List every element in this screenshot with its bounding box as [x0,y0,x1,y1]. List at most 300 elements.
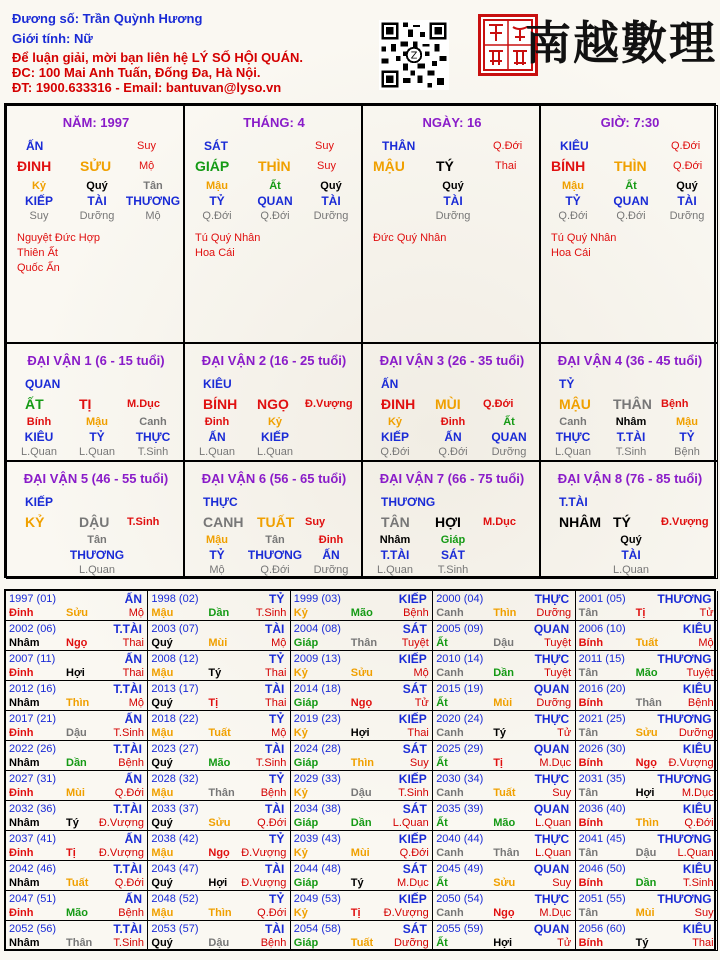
luck-hidden-god: KIÊU [24,430,54,444]
luck-chi: TÝ [613,514,631,530]
year-cell[interactable] [148,861,290,891]
year-star: ẤN [124,652,142,666]
hidden-state: Q.Đới [616,210,646,222]
year-label: 2021 (25) [578,713,626,725]
year-chi: Dậu [208,937,230,949]
year-state: Mộ [698,637,714,649]
year-chi: Hợi [635,787,655,799]
luck-hidden-can: Ất [503,416,515,428]
year-chi: Sửu [493,877,516,889]
year-star: SÁT [402,802,427,816]
year-cell[interactable] [6,681,148,711]
year-cell[interactable] [6,891,148,921]
pillar-star-state: Suy [315,140,334,152]
year-star: THƯƠNG [657,892,712,906]
year-chi: Tuất [66,877,89,889]
year-state: Thai [264,667,287,679]
year-state: T.Sinh [255,757,287,769]
year-chi: Thìn [493,607,517,619]
year-label: 2048 (52) [151,893,199,905]
year-chi: Thìn [66,697,90,709]
year-cell[interactable] [576,801,718,831]
year-state: Q.Đới [684,817,714,829]
year-label: 2046 (50) [578,863,626,875]
qr-code-icon[interactable] [379,20,449,90]
year-cell[interactable] [148,741,290,771]
year-state: Q.Đới [114,877,144,889]
year-state: Suy [694,907,714,919]
year-star: KIÊU [682,862,712,876]
hidden-state: Q.Đới [202,210,232,222]
year-can: Canh [436,727,464,739]
year-state: Q.Đới [399,847,429,859]
luck-star: THƯƠNG [381,495,436,509]
year-cell[interactable] [576,651,718,681]
pillar-chi-state: Q.Đới [673,160,703,172]
year-label: 2019 (23) [293,713,341,725]
pillar-chi: SỬU [80,158,112,174]
luck-hidden-can: Canh [139,416,167,428]
year-star: TÀI [265,922,285,936]
hidden-can: Mậu [562,180,584,192]
year-cell[interactable] [291,741,433,771]
year-chi: Mùi [208,637,228,649]
year-label: 2018 (22) [151,713,199,725]
star-note: Hoa Cái [551,247,591,259]
pillar-cell [184,105,362,343]
luck-star: TỶ [559,377,575,391]
year-state: Thai [407,727,429,739]
year-label: 2023 (27) [151,743,199,755]
luck-hidden-god: ẤN [208,430,226,444]
year-cell[interactable] [6,831,148,861]
year-star: TỶ [269,772,285,786]
year-cell[interactable] [291,591,433,621]
year-chi: Thân [208,787,235,799]
year-can: Mậu [151,787,174,799]
year-cell[interactable] [291,621,433,651]
year-label: 2032 (36) [9,803,57,815]
year-label: 2016 (20) [578,683,626,695]
year-label: 2011 (15) [578,653,625,665]
year-star: T.TÀI [113,682,142,696]
year-state: Bệnh [118,757,144,769]
year-can: Canh [436,847,464,859]
year-state: Đ.Vượng [668,757,714,769]
annual-luck-table [4,589,716,951]
year-chi: Mão [208,757,231,769]
luck-hidden-state: T.Sinh [437,564,469,576]
year-cell[interactable] [576,771,718,801]
year-label: 2038 (42) [151,833,199,845]
year-label: 2010 (14) [436,653,484,665]
year-cell[interactable] [576,741,718,771]
year-star: THỰC [534,832,570,846]
pillar-can: ĐINH [17,158,52,174]
year-cell[interactable] [433,921,575,951]
year-star: ẤN [124,892,142,906]
year-state: M.Dục [397,877,429,889]
year-can: Kỷ [293,607,308,619]
year-can: Canh [436,787,464,799]
year-star: THƯƠNG [657,712,712,726]
year-state: Tuyệt [401,637,429,649]
hidden-state: Q.Đới [260,210,290,222]
year-cell[interactable] [576,621,718,651]
year-chi: Thìn [208,907,232,919]
hidden-can: Quý [676,180,698,192]
year-cell[interactable] [433,681,575,711]
luck-hidden-god: T.TÀI [380,548,410,562]
client-name: Đương số: Trần Quỳnh Hương [12,11,203,26]
year-chi: Tị [208,697,219,709]
year-cell[interactable] [433,771,575,801]
year-label: 2013 (17) [151,683,199,695]
year-can: Nhâm [9,757,40,769]
year-cell[interactable] [576,591,718,621]
luck-chi-state: M.Dục [483,516,516,528]
year-state: T.Sinh [255,607,287,619]
year-can: Đinh [9,607,34,619]
year-star: T.TÀI [113,922,142,936]
luck-can: MẬU [559,396,591,412]
year-cell[interactable] [291,831,433,861]
pillar-chi-state: Mộ [139,160,155,172]
year-label: 2006 (10) [578,623,626,635]
luck-chi: THÂN [613,396,652,412]
year-chi: Dần [66,757,87,769]
year-cell[interactable] [148,681,290,711]
year-state: Đ.Vượng [241,877,287,889]
luck-pillar-cell [184,343,362,461]
year-star: ẤN [124,712,142,726]
year-star: THỰC [534,892,570,906]
year-label: 2028 (32) [151,773,199,785]
year-can: Bính [578,937,604,949]
pillar-can: GIÁP [195,158,230,174]
year-star: SÁT [402,922,427,936]
year-can: Đinh [9,667,34,679]
year-cell[interactable] [576,861,718,891]
year-star: KIẾP [398,772,427,786]
luck-hidden-can: Kỷ [267,416,283,428]
year-chi: Sửu [635,727,658,739]
year-state: Dưỡng [394,937,429,949]
luck-hidden-can: Nhâm [615,416,647,428]
year-chi: Hợi [208,877,228,889]
year-can: Mậu [151,907,174,919]
year-can: Giáp [293,817,319,829]
year-cell[interactable] [148,621,290,651]
year-cell[interactable] [148,831,290,861]
luck-hidden-state: Q.Đới [380,446,410,458]
luck-hidden-god: ẤN [322,548,340,562]
year-can: Giáp [293,697,319,709]
year-star: THƯƠNG [657,832,712,846]
luck-hidden-god: TỶ [679,430,695,444]
star-note: Đức Quý Nhân [373,232,447,244]
year-label: 2000 (04) [436,593,484,605]
luck-hidden-state: Mộ [209,564,225,576]
year-can: Bính [578,757,604,769]
year-label: 1998 (02) [151,593,199,605]
year-can: Mậu [151,667,174,679]
year-cell[interactable] [291,861,433,891]
year-cell[interactable] [6,861,148,891]
address-line: ĐC: 100 Mai Anh Tuấn, Đống Đa, Hà Nội. [12,65,261,80]
year-can: Kỷ [293,847,308,859]
hidden-god: KIẾP [24,194,53,208]
year-state: Dưỡng [536,697,572,709]
year-cell[interactable] [576,681,718,711]
year-label: 2005 (09) [436,623,484,635]
year-cell[interactable] [148,801,290,831]
year-star: TỶ [269,592,285,606]
year-cell[interactable] [148,771,290,801]
year-cell[interactable] [576,711,718,741]
hidden-can: Ất [269,180,281,192]
year-label: 2041 (45) [578,833,626,845]
year-can: Bính [578,637,604,649]
pillar-cell [6,105,184,343]
year-star: TÀI [265,862,285,876]
year-cell[interactable] [291,681,433,711]
hidden-can: Quý [442,180,464,192]
year-cell[interactable] [433,891,575,921]
year-can: Quý [151,877,173,889]
year-state: Tử [414,697,429,709]
luck-hidden-state: L.Quan [376,564,414,576]
luck-star: T.TÀI [559,495,588,509]
year-chi: Dậu [493,637,514,649]
luck-hidden-can: Quý [620,534,642,546]
year-can: Ất [436,817,448,829]
pillar-star-state: Q.Đới [493,140,523,152]
year-can: Mậu [151,607,174,619]
year-star: KIẾP [398,892,427,906]
year-state: Đ.Vượng [241,847,287,859]
year-cell[interactable] [6,741,148,771]
year-state: Mộ [128,607,144,619]
year-label: 2007 (11) [9,653,56,665]
year-can: Tân [578,847,599,859]
luck-hidden-state: L.Quan [78,564,116,576]
year-cell[interactable] [6,801,148,831]
luck-hidden-state: T.Sinh [615,446,647,458]
year-state: Mộ [413,667,429,679]
pillar-cell [362,105,540,343]
luck-can: NHÂM [559,514,601,530]
year-cell[interactable] [6,651,148,681]
year-chi: Dần [350,817,372,829]
year-state: Tử [557,727,572,739]
year-cell[interactable] [6,711,148,741]
year-label: 2002 (06) [9,623,57,635]
year-label: 2042 (46) [9,863,57,875]
year-cell[interactable] [576,891,718,921]
hidden-god: QUAN [257,194,293,208]
year-can: Giáp [293,637,319,649]
year-star: KIÊU [682,922,712,936]
year-can: Quý [151,757,173,769]
year-chi: Hợi [493,937,513,949]
year-cell[interactable] [433,591,575,621]
luck-hidden-state: T.Sinh [137,446,169,458]
luck-hidden-can: Đinh [204,416,230,428]
luck-hidden-can: Mậu [676,416,698,428]
year-label: 2027 (31) [9,773,57,785]
pillar-chi: TÝ [436,158,454,174]
luck-hidden-god: THƯƠNG [69,548,125,562]
year-label: 2054 (58) [293,923,341,935]
luck-caption: ĐẠI VẬN 1 (6 - 15 tuổi) [27,353,165,368]
contact-line: Để luận giải, mời bạn liên hệ LÝ SỐ HỘI QUÁN. [12,50,303,65]
year-label: 2017 (21) [9,713,57,725]
star-note: Quốc Ấn [17,262,60,274]
hidden-god: TÀI [443,194,463,208]
year-cell[interactable] [576,831,718,861]
year-cell[interactable] [433,861,575,891]
year-can: Nhâm [9,877,40,889]
year-star: TỶ [269,652,285,666]
year-state: Tử [557,937,572,949]
year-star: QUAN [533,742,570,756]
year-can: Quý [151,937,173,949]
year-can: Tân [578,727,599,739]
luck-hidden-god: QUAN [491,430,527,444]
luck-hidden-can: Canh [559,416,587,428]
luck-hidden-state: L.Quan [256,446,294,458]
brand-text: 南越數理 [525,16,717,70]
year-cell[interactable] [291,711,433,741]
year-label: 2009 (13) [293,653,341,665]
year-can: Giáp [293,757,319,769]
year-cell[interactable] [433,801,575,831]
year-label: 2024 (28) [293,743,341,755]
year-cell[interactable] [291,891,433,921]
pillar-caption: THÁNG: 4 [243,115,305,130]
year-cell[interactable] [148,711,290,741]
pillar-star: KIÊU [560,139,589,153]
luck-chi-state: Suy [305,516,326,528]
year-cell[interactable] [433,621,575,651]
year-can: Quý [151,697,173,709]
year-state: Bệnh [260,937,287,949]
year-cell[interactable] [433,711,575,741]
year-chi: Dậu [66,727,87,739]
pillar-can: BÍNH [551,158,586,174]
luck-chi-state: Bệnh [661,398,689,410]
year-can: Ất [436,937,448,949]
year-chi: Hợi [350,727,370,739]
hidden-god: TÀI [321,194,341,208]
year-cell[interactable] [148,921,290,951]
pillar-star: ẤN [26,139,44,153]
pillar-chi: THÌN [258,158,291,174]
hidden-god: TÀI [87,194,107,208]
year-cell[interactable] [6,591,148,621]
year-can: Bính [578,817,604,829]
year-state: Thai [264,697,287,709]
year-chi: Dậu [635,847,657,859]
luck-hidden-state: L.Quan [554,446,592,458]
year-cell[interactable] [148,591,290,621]
year-chi: Dậu [350,787,372,799]
year-star: KIÊU [682,742,712,756]
year-cell[interactable] [291,801,433,831]
year-star: T.TÀI [113,802,142,816]
year-star: KIẾP [398,652,427,666]
year-cell[interactable] [6,771,148,801]
luck-chi-state: Đ.Vượng [661,516,709,528]
year-label: 2039 (43) [293,833,341,845]
year-chi: Tuất [635,637,658,649]
year-star: SÁT [402,682,427,696]
year-state: Thai [692,937,714,949]
year-chi: Thân [66,937,93,949]
year-state: Mộ [271,637,287,649]
year-cell[interactable] [291,921,433,951]
star-note: Tú Quý Nhân [195,232,261,244]
star-note: Hoa Cái [195,247,235,259]
pillar-can: MẬU [373,158,405,174]
year-can: Kỷ [293,787,308,799]
hidden-state: Dưỡng [669,210,705,222]
luck-caption: ĐẠI VẬN 4 (36 - 45 tuổi) [557,353,703,368]
luck-chi: NGỌ [257,396,289,412]
year-cell[interactable] [6,921,148,951]
year-cell[interactable] [291,771,433,801]
year-cell[interactable] [148,891,290,921]
year-chi: Tuất [208,727,231,739]
luck-hidden-god: THỰC [555,430,591,444]
luck-hidden-can: Tân [87,534,107,546]
year-cell[interactable] [433,651,575,681]
year-cell[interactable] [576,921,718,951]
year-star: KIÊU [682,622,712,636]
luck-hidden-can: Bính [26,416,52,428]
year-star: TÀI [265,742,285,756]
year-label: 2051 (55) [578,893,626,905]
pillar-star: THÂN [382,139,416,153]
year-cell[interactable] [6,621,148,651]
year-cell[interactable] [291,651,433,681]
year-label: 1999 (03) [293,593,341,605]
hidden-state: Q.Đới [558,210,588,222]
year-state: Suy [552,787,572,799]
year-star: ẤN [124,772,142,786]
year-star: SÁT [402,622,427,636]
year-state: L.Quan [535,817,572,829]
year-label: 2043 (47) [151,863,199,875]
year-chi: Mùi [635,907,655,919]
hidden-god: TỶ [209,194,225,208]
year-cell[interactable] [433,831,575,861]
hidden-god: TÀI [677,194,697,208]
luck-hidden-state: L.Quan [78,446,116,458]
luck-can: CANH [203,514,244,530]
year-cell[interactable] [433,741,575,771]
year-chi: Sửu [350,667,373,679]
luck-caption: ĐẠI VẬN 7 (66 - 75 tuổi) [379,471,525,486]
year-state: M.Dục [539,757,572,769]
year-star: QUAN [533,922,570,936]
brand-calligraphy [492,8,717,78]
year-chi: Tý [66,817,79,829]
hidden-state: Dưỡng [435,210,471,222]
year-cell[interactable] [148,651,290,681]
luck-chi-state: M.Dục [127,398,160,410]
